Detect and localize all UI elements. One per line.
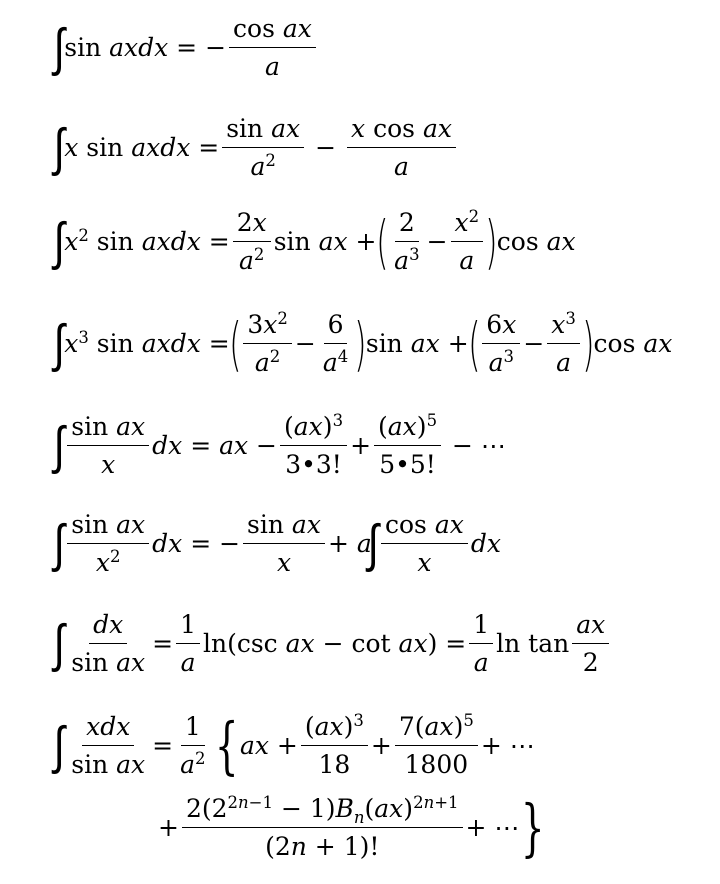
integral-sign-icon: ∫ — [53, 715, 65, 776]
integral-sign-icon: ∫ — [53, 117, 65, 178]
denominator: a — [265, 52, 280, 81]
integral-sign-icon: ∫ — [53, 513, 65, 574]
right-paren-icon: ) — [485, 207, 498, 276]
integral-sign-icon: ∫ — [53, 17, 65, 78]
right-paren-icon: ) — [581, 309, 595, 378]
fraction: $\frac{\text{sin ax}}{a^2}$ — [222, 116, 304, 179]
integral-sign-icon: ∫ — [53, 613, 65, 674]
integral-sign-icon: ∫ — [53, 211, 65, 272]
left-paren-icon: ( — [467, 309, 481, 378]
equation-6: ∫ $\frac{\text{sin ax}}{x^2}$ dx = − $\frac{\text{sin ax}}{x}$ + a ∫ $\frac{\text{cos ax}}{x}$ dx — [53, 510, 501, 577]
integral-sign-icon: ∫ — [53, 313, 65, 374]
left-brace-icon: { — [214, 708, 239, 782]
right-brace-icon: } — [521, 790, 545, 864]
equation-8-continuation: + $\frac{2(2^{2n-1} - 1)B_n(ax)^{2n+1}}{(2n + 1)!}$ + ⋯ } — [158, 790, 545, 864]
equation-4: ∫ $x^3$ sin axdx = ( $\frac{3x^2}{a^2}$ − $\frac{6}{a^4}$ ) sin ax + ( $\frac{6x}{a^3}$ − $\frac{x^3}{a}$ ) cos ax — [53, 308, 673, 378]
equation-7: ∫ $\frac{dx}{\text{sin ax}}$ = $\frac{1}{a}$ ln(csc ax − cot ax) = $\frac{1}{a}$ ln tan $\frac{ax}{2}$ — [58, 612, 612, 675]
equation-1: ∫ sin axdx = − $\frac{\text{cos ax}}{a}$ — [58, 16, 319, 79]
right-paren-icon: ) — [354, 309, 367, 378]
equation-2: ∫ x sin axdx = $\frac{\text{sin ax}}{a^2}$ − $\frac{\text{x cos ax}}{a}$ — [58, 116, 459, 179]
fraction: $\frac{\text{x cos ax}}{a}$ — [347, 116, 456, 179]
equation-8: ∫ $\frac{\text{xdx}}{\text{sin ax}}$ = $\frac{1}{a^2}$ { ax + $\frac{(ax)^3}{18}$ + $\frac{7(ax)^5}{1800}$ + ⋯ — [53, 708, 535, 782]
left-paren-icon: ( — [228, 309, 242, 378]
fraction — [229, 16, 316, 79]
equation-5: ∫ $\frac{\text{sin ax}}{x}$ dx = ax − $\frac{(ax)^3}{3•3!}$ + $\frac{(ax)^5}{5•5!}$ − ⋯ — [53, 410, 506, 479]
left-paren-icon: ( — [375, 207, 389, 276]
numerator: cos ax — [229, 16, 316, 48]
integral-sign-icon: ∫ — [367, 513, 379, 574]
equation-3: ∫ $x^2$ sin axdx = $\frac{2x}{a^2}$ sin ax + ( $\frac{2}{a^3}$ − $\frac{x^2}{a}$ ) cos ax — [53, 206, 576, 276]
integral-sign-icon: ∫ — [53, 415, 65, 476]
